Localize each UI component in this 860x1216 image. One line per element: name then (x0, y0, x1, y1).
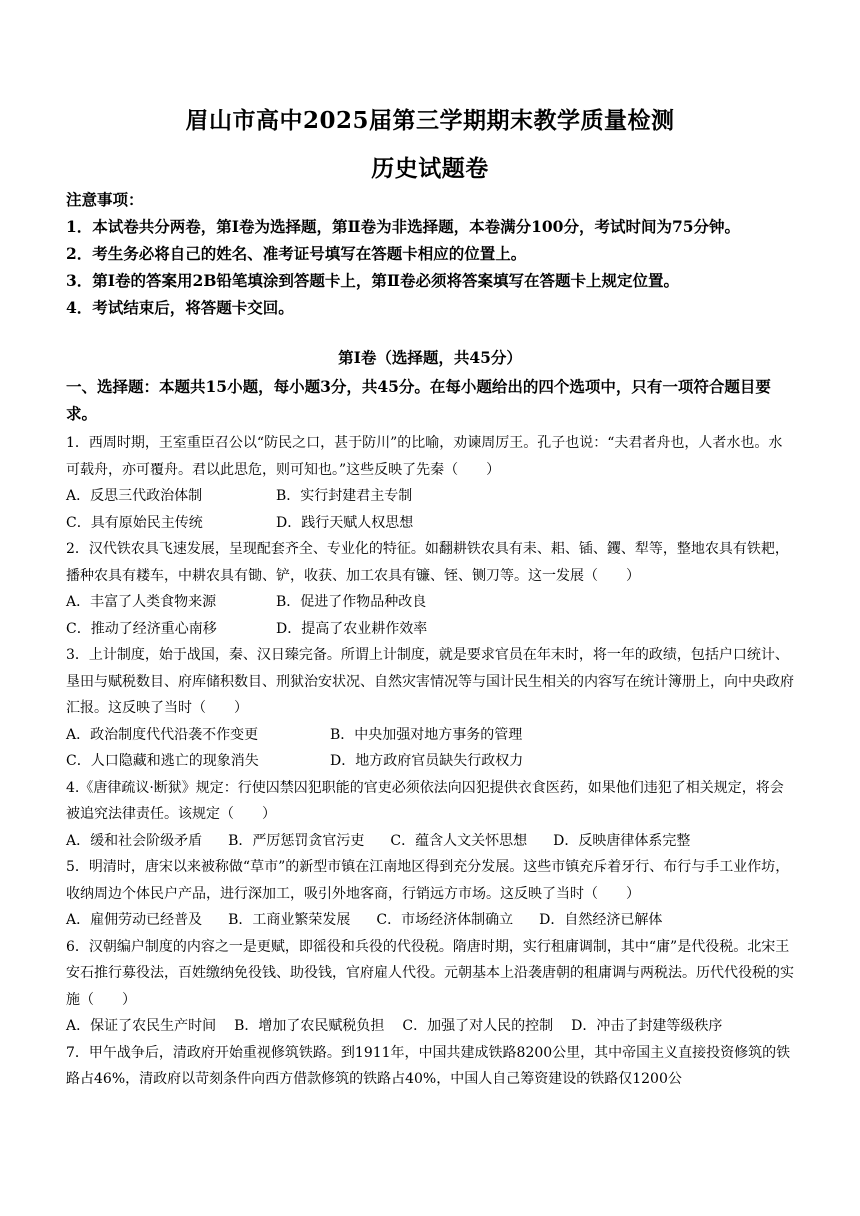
question-list (66, 430, 796, 1093)
option-b: B．促进了作物品种改良 (276, 594, 427, 610)
option-d: D．地方政府官员缺失行政权力 (330, 753, 524, 769)
option-b: B．中央加强对地方事务的管理 (330, 726, 523, 743)
option-c: C．具有原始民主传统 (66, 514, 203, 531)
section-title: 第Ⅰ卷（选择题，共45分） (338, 348, 522, 367)
option-row (66, 722, 796, 749)
question-stem: 4.《唐律疏议·断狱》规定：行使囚禁囚犯职能的官吏必须依法向囚犯提供衣食医药，如果他们违犯了相关规定，将会被追究法律责任。该规定（ ） (66, 779, 784, 822)
question (66, 536, 796, 642)
option-a: A．政治制度代代沿袭不作变更 (66, 726, 259, 743)
exam-title: 眉山市高中2025届第三学期期末教学质量检测 (185, 107, 675, 134)
option-c: C．蕴含人文关怀思想 (390, 832, 528, 849)
option-d: D．反映唐律体系完整 (553, 832, 691, 849)
option-d: D．提高了农业耕作效率 (276, 620, 428, 637)
option-b: B．实行封建君主专制 (276, 488, 413, 504)
option-row (66, 748, 796, 775)
option-c: C．人口隐藏和逃亡的现象消失 (66, 753, 259, 769)
option-d: D．践行天赋人权思想 (276, 514, 414, 531)
notice-list (66, 213, 796, 321)
option-a: A．反思三代政治体制 (66, 488, 203, 504)
question-stem: 5．明清时，唐宋以来被称做“草市”的新型市镇在江南地区得到充分发展。这些市镇充斥着牙行、布行与手工业作坊，收纳周边个体民户产品，进行深加工，吸引外地客商，行销远方市场。这反映了当时（ ） (66, 859, 790, 902)
option-c: C．市场经济体制确立 (376, 912, 514, 928)
question (66, 854, 796, 934)
option-row (66, 589, 796, 616)
option-row (66, 828, 796, 855)
question (66, 430, 796, 536)
option-row (66, 907, 796, 934)
notice-item: 4．考试结束后，将答题卡交回。 (66, 298, 294, 317)
option-row (66, 483, 796, 510)
notice-item: 1．本试卷共分两卷，第Ⅰ卷为选择题，第Ⅱ卷为非选择题，本卷满分100分，考试时间为75分钟。 (66, 217, 741, 236)
question-stem: 1．西周时期，王室重臣召公以“防民之口，甚于防川”的比喻，劝谏周厉王。孔子也说：“夫君者舟也，人者水也。水可载舟，亦可覆舟。君以此思危，则可知也。”这些反映了先秦（ ） (66, 435, 783, 478)
question-stem: 2．汉代铁农具飞速发展，呈现配套齐全、专业化的特征。如翻耕铁农具有耒、耜、锸、钁、犁等，整地农具有铁耙，播种农具有耧车，中耕农具有锄、铲，收获、加工农具有镰、铚、铡刀等。这一发展（ ） (66, 541, 789, 584)
question (66, 1040, 796, 1093)
option-a: A．缓和社会阶级矛盾 (66, 832, 203, 849)
option-a: A．雇佣劳动已经普及 (66, 912, 203, 928)
question (66, 934, 796, 1040)
option-a: A．保证了农民生产时间 (66, 1018, 217, 1034)
option-c: C．加强了对人民的控制 (402, 1018, 554, 1034)
notice-heading: 注意事项： (66, 190, 144, 209)
question (66, 775, 796, 855)
option-row (66, 616, 796, 643)
option-c: C．推动了经济重心南移 (66, 620, 217, 637)
option-a: A．丰富了人类食物来源 (66, 594, 217, 610)
part-heading: 一、选择题：本题共15小题，每小题3分，共45分。在每小题给出的四个选项中，只有一项符合题目要求。 (66, 377, 771, 423)
notice-item: 2．考生务必将自己的姓名、准考证号填写在答题卡相应的位置上。 (66, 244, 527, 263)
option-d: D．自然经济已解体 (539, 912, 663, 928)
option-b: B．工商业繁荣发展 (228, 912, 351, 928)
option-d: D．冲击了封建等级秩序 (571, 1018, 723, 1034)
question-stem: 3．上计制度，始于战国，秦、汉日臻完备。所谓上计制度，就是要求官员在年末时，将一年的政绩，包括户口统计、垦田与赋税数目、府库储积数目、刑狱治安状况、自然灾害情况等与国计民生相关的内容写在统计簿册上，向中央政府汇报。这反映了当时（ ） (66, 647, 794, 716)
option-row (66, 510, 796, 537)
option-b: B．增加了农民赋税负担 (234, 1018, 385, 1034)
option-b: B．严厉惩罚贪官污吏 (228, 832, 365, 849)
exam-subtitle: 历史试题卷 (371, 155, 489, 182)
notice-item: 3．第Ⅰ卷的答案用2B铅笔填涂到答题卡上，第Ⅱ卷必须将答案填写在答题卡上规定位置。 (66, 271, 679, 290)
question (66, 642, 796, 775)
question-stem: 7．甲午战争后，清政府开始重视修筑铁路。到1911年，中国共建成铁路8200公里，其中帝国主义直接投资修筑的铁路占46%，清政府以苛刻条件向西方借款修筑的铁路占40%，中国人自己筹资建设的铁路仅1200公 (66, 1044, 791, 1087)
question-stem: 6．汉朝编户制度的内容之一是更赋，即徭役和兵役的代役税。隋唐时期，实行租庸调制，其中“庸”是代役税。北宋王安石推行募役法，百姓缴纳免役钱、助役钱，官府雇人代役。元朝基本上沿袭唐朝的租庸调与两税法。历代代役税的实施（ ） (66, 938, 794, 1008)
option-row (66, 1013, 796, 1040)
